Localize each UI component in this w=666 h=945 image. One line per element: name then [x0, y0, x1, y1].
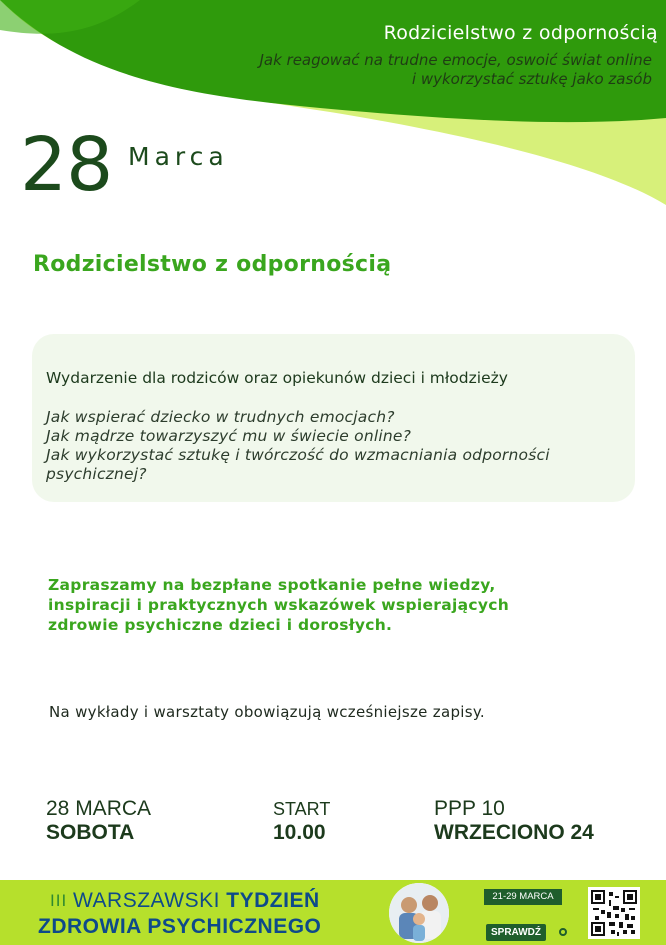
footer-title-line2: ZDROWIA PSYCHICZNEGO	[38, 915, 322, 938]
invitation-line: inspiracji i praktycznych wskazówek wspierających	[48, 596, 510, 614]
place-address: WRZECIONO 24	[434, 821, 594, 844]
info-box-lead: Wydarzenie dla rodziców oraz opiekunów dzieci i młodzieży	[46, 369, 508, 387]
footer-title-word: WARSZAWSKI	[73, 889, 220, 912]
invitation-line: Zapraszamy na bezpłane spotkanie pełne wiedzy,	[48, 576, 496, 594]
invitation-line: zdrowie psychiczne dzieci i dorosłych.	[48, 616, 393, 634]
event-start-info	[273, 797, 330, 845]
event-date-info	[46, 797, 151, 845]
footer-banner	[0, 880, 666, 945]
family-photo-illustration	[389, 883, 449, 943]
registration-note: Na wykłady i warsztaty obowiązują wcześniejsze zapisy.	[49, 703, 485, 721]
qr-code[interactable]	[588, 887, 640, 939]
footer-title-line1	[73, 889, 320, 913]
place-name: PPP 10	[434, 797, 505, 820]
header-subtitle-line2: i wykorzystać sztukę jako zasób	[411, 70, 652, 88]
header-subtitle-line1: Jak reagować na trudne emocje, oswoić świat online	[259, 51, 652, 69]
footer-edition-mark: III	[50, 891, 68, 910]
circle-icon	[559, 928, 567, 936]
info-box	[32, 334, 635, 502]
footer-title-word: TYDZIEŃ	[226, 889, 320, 912]
check-button[interactable]: SPRAWDŹ	[486, 924, 546, 941]
question-item: Jak wspierać dziecko w trudnych emocjach?	[46, 408, 395, 426]
family-photo	[389, 883, 449, 943]
info-box-questions	[46, 408, 631, 484]
start-label: START	[273, 799, 331, 819]
event-title: Rodzicielstwo z odpornością	[33, 252, 392, 277]
event-place-info	[434, 797, 594, 845]
footer-dates-badge: 21-29 MARCA	[484, 889, 562, 905]
header-title: Rodzicielstwo z odpornością	[383, 22, 658, 44]
question-item: Jak wykorzystać sztukę i twórczość do wzmacniania odporności psychicznej?	[46, 446, 550, 483]
event-date: 28 MARCA	[46, 797, 152, 820]
qr-code-icon	[591, 890, 637, 936]
start-time: 10.00	[273, 821, 326, 844]
date-month: Marca	[128, 142, 229, 171]
date-day: 28	[20, 122, 113, 208]
question-item: Jak mądrze towarzyszyć mu w świecie online?	[46, 427, 412, 445]
event-weekday: SOBOTA	[46, 821, 135, 844]
header-subtitle	[92, 51, 652, 89]
invitation-text	[48, 575, 568, 635]
